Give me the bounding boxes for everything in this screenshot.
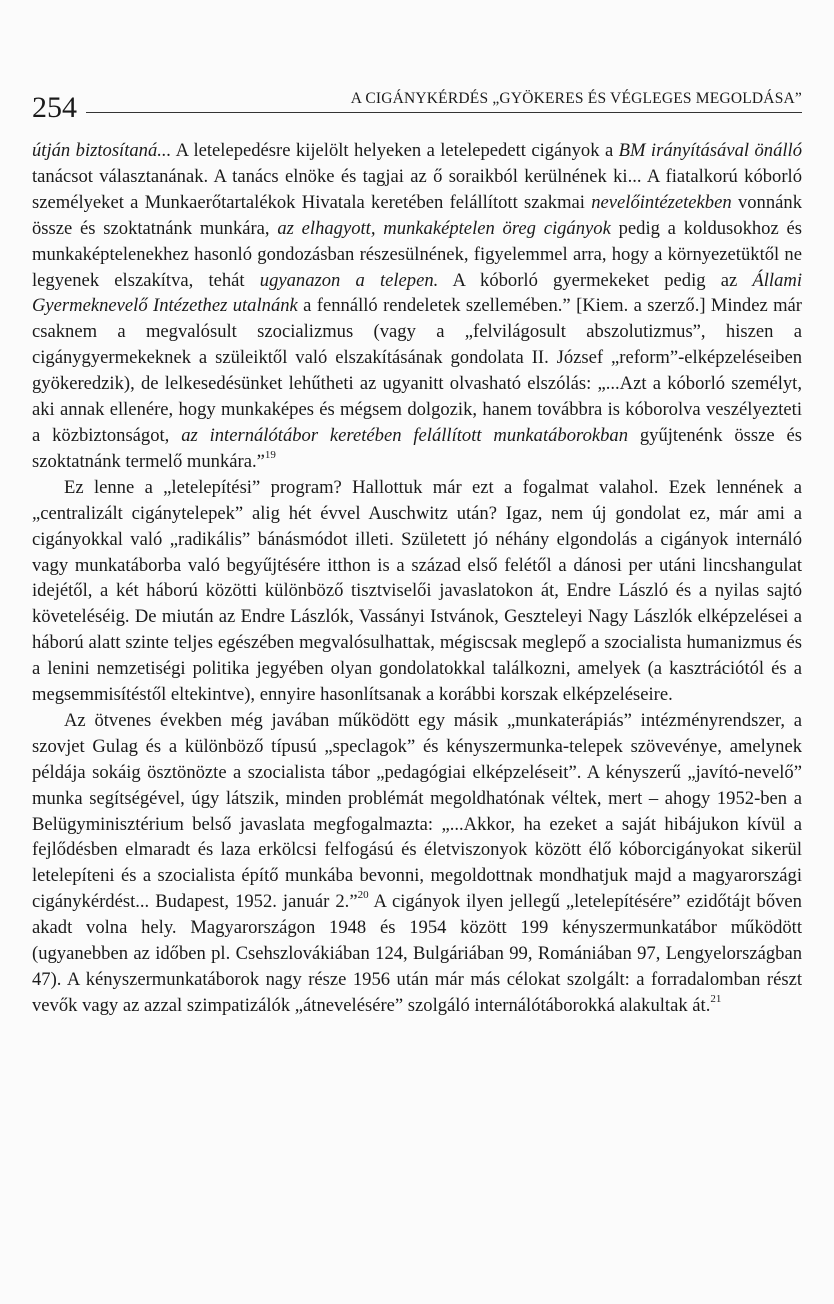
text-run: gyűjtenénk össze és szoktatnánk termelő munkára.” [32,424,802,472]
text-run: A letelepedésre kijelölt helyeken a letelepedett cigányok a [171,140,619,161]
text-run: vonnánk össze és szoktatnánk munkára, [32,191,802,239]
header-rule [86,112,802,113]
paragraph [32,138,802,475]
paragraph [32,475,802,708]
page-number: 254 [32,91,77,124]
footnote-ref: 19 [264,448,276,461]
text-run: Az ötvenes években még javában működött egy másik „munkaterápiás” intézményrendszer, a szovjet Gulag és a különböző típusú „speclagok” és kényszermunka-telepek szövevénye, amelynek példája sokáig ösztönözte a szocialista tábor „pedagógiai elképzeléseit”. A kényszerű „javító-nevelő” munka segítségével, úgy látszik, minden problémát megoldhatónak véltek, mert – ahogy 1952-ben a Belügyminisztérium belső javaslata megfogalmazta: „...Akkor, ha ezeket a saját hibájukon kívül a fejlődésben elmaradt és laza erkölcsi felfogású és életviszonyok között élő kóborcigányokat sikerül letelepíteni és a szocialista építő munkába bevonni, megoldottnak mondhatjuk majd a magyarországi cigánykérdést... Budapest, 1952. január 2.” [32,709,802,913]
italic-text: az elhagyott, munkaképtelen öreg cigányok [277,217,611,239]
footnote-ref: 21 [710,992,722,1005]
text-run: A kóborló gyermekeket pedig az [438,269,753,291]
text-run: Ez lenne a „letelepítési” program? Hallottuk már ezt a fogalmat valahol. Ezek lennének a „centralizált cigánytelepek” alig hét évvel Auschwitz után? Igaz, nem új gondolat ez, már ami a cigányokkal való „radikális” bánásmódot illeti. Született jó néhány elgondolás a cigányok internáló vagy munkatáborba való begyűjtésére itthon is a század első felétől a dánosi per utáni lincshangulat idejétől, a két háború közötti különböző tisztviselői javaslatokon át, Endre László és a nyilas sajtó követeléséig. De miután az Endre Lászlók, Vassányi Istvánok, Geszteleyi Nagy Lászlók elképzelései a háború alatt szinte teljes egészében megvalósulhattak, mégiscsak meglepő a szocialista humanizmus és a lenini nemzetiségi politika jegyében olyan gondolatokkal találkozni, amelyek (a kasztrációtól és a megsemmisítéstől eltekintve), ennyire hasonlítsanak a korábbi korszak elképzeléseire. [32,476,802,706]
text-run: a fennálló rendeletek szellemében.” [Kiem. a szerző.] Mindez már csaknem a megvalósult szocializmus (vagy a „felvilágosult abszolutizmus”, hiszen a cigánygyermekeknek a szüleiktől való elszakításának gondolata II. József „reform”-elképzeléseiben gyökeredzik), de lelkesedésünket lehűtheti az ugyanitt olvasható elszólás: „...Azt a kóborló személyt, aki annak ellenére, hogy munkaképes és mégsem dolgozik, hanem továbbra is kóborolva veszélyezteti a közbiztonságot, [32,295,802,446]
italic-text: ugyanazon a telepen. [259,269,439,291]
text-run: A cigányok ilyen jellegű „letelepítésére” ezidőtájt bőven akadt volna hely. Magyarországon 1948 és 1954 között 199 kényszermunkatábor működött (ugyanebben az időben pl. Csehszlovákiában 124, Bulgáriában 99, Romániában 97, Lengyelországban 47). A kényszermunkatáborok nagy része 1956 után már más célokat szolgált: a forradalomban részt vevők vagy az azzal szimpatizálók „átnevelésére” szolgáló internálótáborokká alakultak át. [32,891,802,1016]
italic-text: az internálótábor keretében felállított munkatáborokban [181,424,629,446]
italic-text: Állami Gyermeknevelő Intézethez utalnánk [32,269,802,317]
page-header [32,88,802,128]
text-run: tanácsot választanának. A tanács elnöke és tagjai az ő soraikból kerülnének ki... A fiatalkorú kóborló személyeket a Munkaerőtartalékok Hivatala keretében felállított szakmai [32,165,802,213]
italic-text: nevelőintézetekben [591,191,732,213]
body-text [32,138,802,1019]
running-title: A CIGÁNYKÉRDÉS „GYÖKERES ÉS VÉGLEGES MEGOLDÁSA” [350,90,802,107]
paragraph [32,708,802,1019]
text-run: pedig a koldusokhoz és munkaképtelenekhez hasonló gondozásban részesülnének, figyelemmel arra, hogy a környezetüktől ne legyenek elszakítva, tehát [32,217,802,291]
italic-text: BM irányításával önálló [618,140,802,161]
italic-text: útján biztosítaná... [32,140,172,161]
footnote-ref: 20 [357,889,369,902]
